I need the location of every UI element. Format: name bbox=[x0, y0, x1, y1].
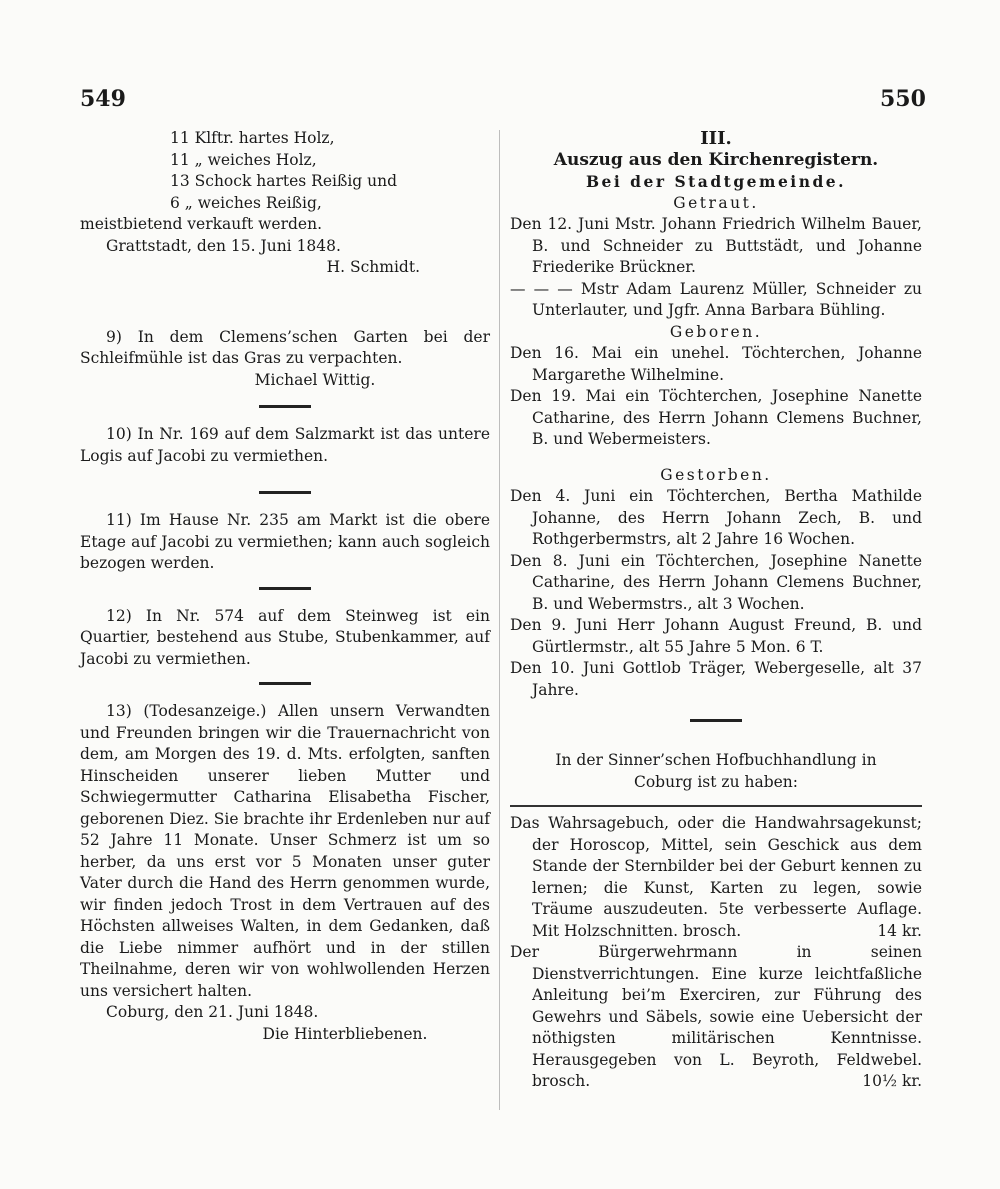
wood-list bbox=[80, 128, 490, 214]
death-notice: 13) (Todesanzeige.) Allen unsern Verwandten und Freunden bringen wir die Trauernachricht von dem, am Morgen des 19. d. Mts. erfolgten, sanften Hinscheiden unserer lieben Mutter und Schwiegermutter Catharina Elisabetha Fischer, geborenen Diez. Sie brachte ihr Erdenleben nur auf 52 Jahre 11 Monate. Unser Schmerz ist um so herber, da uns erst vor 5 Monaten unser guter Vater durch die Hand des Herrn genommen wurde, wir finden jedoch Trost in dem Vertrauen auf des Höchsten allweises Walten, in dem Gedanken, daß die Liebe nimmer aufhört und in der stillen Theilnahme, deren wir von wohlwollenden Herzen uns versichert halten. bbox=[80, 702, 490, 1000]
register-entry: — — — Mstr Adam Laurenz Müller, Schneider zu Unterlauter, und Jgfr. Anna Barbara Bühling. bbox=[510, 279, 922, 319]
notice-12: 12) In Nr. 574 auf dem Steinweg ist ein Quartier, bestehend aus Stube, Stubenkammer, auf Jacobi zu vermiethen. bbox=[80, 606, 490, 668]
wood-item: 11 Klftr. hartes Holz, bbox=[170, 129, 335, 147]
right-column bbox=[510, 128, 922, 1093]
book-price: 14 kr. bbox=[877, 921, 922, 940]
register-entry: Den 12. Juni Mstr. Johann Friedrich Wilhelm Bauer, B. und Schneider zu Buttstädt, und Johanne Friederike Brückner. bbox=[510, 215, 922, 276]
ad-rule bbox=[510, 805, 922, 807]
book-price: 10½ kr. bbox=[862, 1072, 922, 1090]
book-text: Das Wahrsagebuch, oder die Handwahrsagekunst; der Horoscop, Mittel, sein Geschick aus dem Stande der Sternbilder bei der Geburt kennen zu lernen; die Kunst, Karten zu legen, sowie Träume auszudeuten. 5te verbesserte Auflage. Mit Holzschnitten. brosch. bbox=[510, 814, 922, 940]
heading-geboren: Geboren. bbox=[669, 322, 763, 341]
page-number-left: 549 bbox=[80, 86, 126, 112]
book-listing bbox=[510, 942, 922, 1093]
register-entry: Den 8. Juni ein Töchterchen, Josephine Nanette Catharine, des Herrn Johann Clemens Buchner, B. und Webermstrs., alt 3 Wochen. bbox=[510, 551, 922, 613]
left-column bbox=[80, 128, 490, 1045]
register-entry: Den 16. Mai ein unehel. Töchterchen, Johanne Margarethe Wilhelmine. bbox=[510, 344, 922, 384]
death-notice-date: Coburg, den 21. Juni 1848. bbox=[106, 1003, 319, 1021]
notice-9-signature: Michael Wittig. bbox=[254, 370, 376, 389]
book-text: Der Bürgerwehrmann in seinen Dienstverrichtungen. Eine kurze leichtfaßliche Anleitung bei’m Exerciren, zur Führung des Gewehrs und Säbels, sowie eine Uebersicht der nöthigsten militärischen Kenntnisse. Herausgegeben von L. Beyroth, Feldwebel. brosch. bbox=[510, 943, 922, 1090]
wood-signature: H. Schmidt. bbox=[326, 258, 420, 276]
book-listing bbox=[510, 813, 922, 942]
register-entry: Den 10. Juni Gottlob Träger, Webergeselle, alt 37 Jahre. bbox=[510, 659, 922, 699]
section-title: Auszug aus den Kirchenregistern. bbox=[553, 149, 879, 170]
column-divider bbox=[499, 130, 500, 1110]
bookshop-heading: In der Sinner’schen Hofbuchhandlung in Coburg ist zu haben: bbox=[555, 751, 877, 791]
wood-item: 11 „ weiches Holz, bbox=[170, 150, 317, 169]
wood-text: meistbietend verkauft werden. bbox=[80, 215, 322, 233]
page-number-right: 550 bbox=[880, 86, 926, 112]
wood-date: Grattstadt, den 15. Juni 1848. bbox=[106, 236, 341, 255]
register-entry: Den 9. Juni Herr Johann August Freund, B. und Gürtlermstr., alt 55 Jahre 5 Mon. 6 T. bbox=[510, 616, 922, 656]
heading-getraut: Getraut. bbox=[673, 193, 759, 212]
notice-11: 11) Im Hause Nr. 235 am Markt ist die obere Etage auf Jacobi zu vermiethen; kann auch sogleich bezogen werden. bbox=[80, 511, 490, 572]
heading-gestorben: Gestorben. bbox=[660, 465, 772, 484]
death-notice-signature: Die Hinterbliebenen. bbox=[262, 1024, 428, 1043]
register-entry: Den 4. Juni ein Töchterchen, Bertha Mathilde Johanne, des Herrn Johann Zech, B. und Rothgerbermstrs, alt 2 Jahre 16 Wochen. bbox=[510, 487, 922, 548]
section-number: III. bbox=[700, 128, 732, 149]
wood-item: 13 Schock hartes Reißig und bbox=[170, 172, 398, 190]
wood-item: 6 „ weiches Reißig, bbox=[170, 193, 322, 212]
notice-10: 10) In Nr. 169 auf dem Salzmarkt ist das untere Logis auf Jacobi zu vermiethen. bbox=[80, 425, 490, 465]
register-entry: Den 19. Mai ein Töchterchen, Josephine Nanette Catharine, des Herrn Johann Clemens Buchner, B. und Webermeisters. bbox=[510, 387, 922, 448]
notice-9: 9) In dem Clemens’schen Garten bei der Schleifmühle ist das Gras zu verpachten. bbox=[80, 327, 490, 367]
section-subtitle: Bei der Stadtgemeinde. bbox=[585, 172, 847, 191]
